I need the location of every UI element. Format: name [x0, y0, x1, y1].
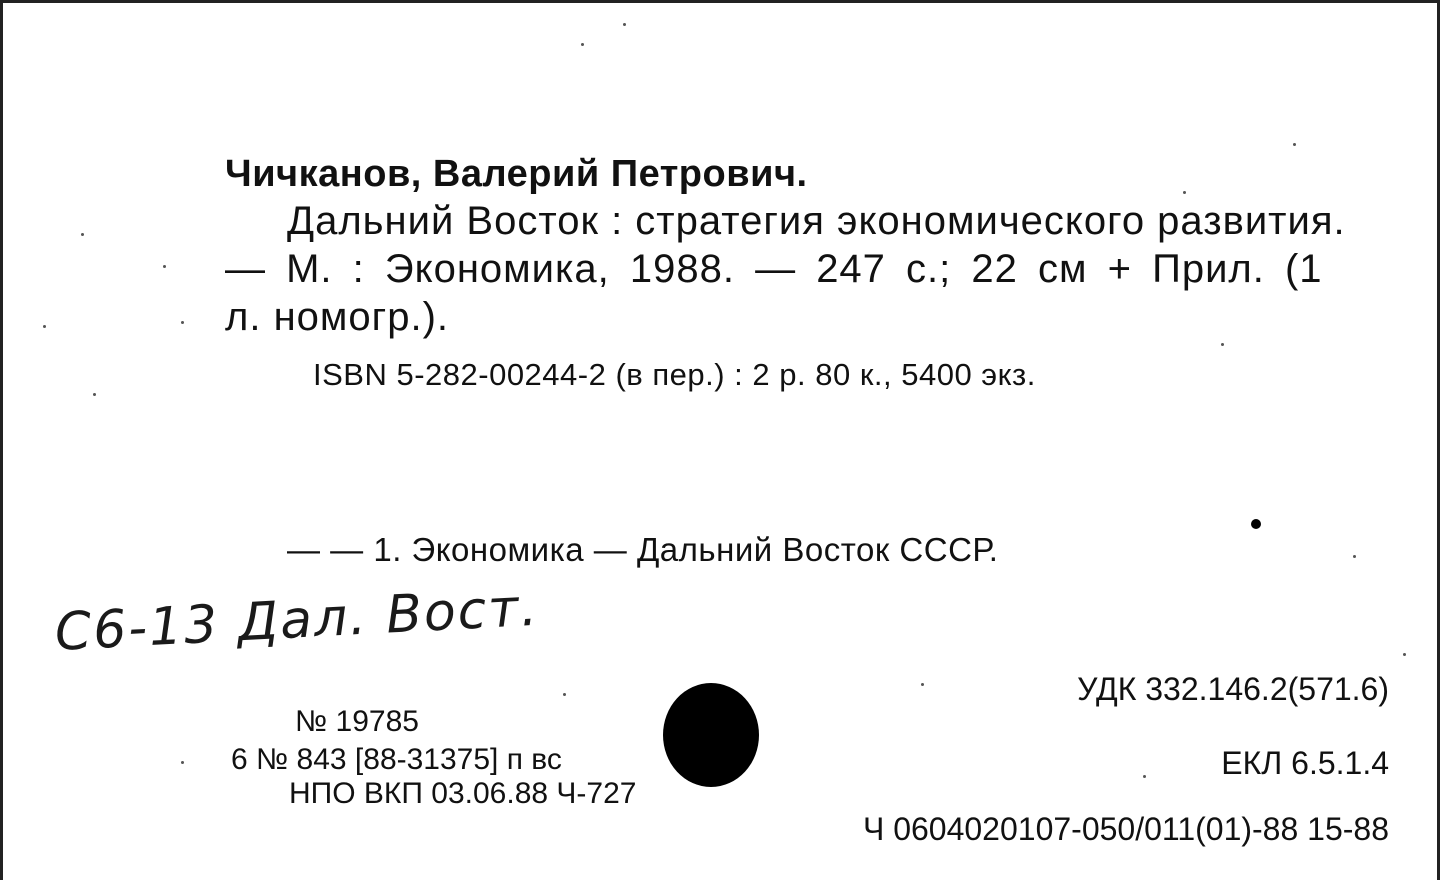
- speck: [163, 265, 166, 268]
- speck: [1293, 143, 1296, 146]
- record-number: № 19785: [295, 705, 419, 738]
- speck: [623, 23, 626, 26]
- handwritten-shelfmark: С6-13 Дал. Вост.: [53, 577, 541, 663]
- speck: [81, 233, 84, 236]
- speck: [1143, 775, 1146, 778]
- subject-heading: — — 1. Экономика — Дальний Восток СССР.: [287, 531, 999, 568]
- title-line-3: л. номогр.).: [225, 295, 450, 339]
- punch-hole-icon: [663, 683, 759, 787]
- ekl-code: ЕКЛ 6.5.1.4: [1221, 745, 1389, 781]
- speck: [1221, 343, 1224, 346]
- ink-dot: [1251, 519, 1261, 529]
- order-number-line: 6 № 843 [88-31375] п вс: [231, 743, 562, 776]
- speck: [1353, 555, 1356, 558]
- speck: [1403, 653, 1406, 656]
- speck: [581, 43, 584, 46]
- title-line-2: — М. : Экономика, 1988. — 247 с.; 22 см + Прил. (1: [225, 247, 1323, 291]
- speck: [93, 393, 96, 396]
- speck: [181, 321, 184, 324]
- isbn-price-line: ISBN 5-282-00244-2 (в пер.) : 2 р. 80 к., 5400 экз.: [313, 357, 1036, 392]
- speck: [921, 683, 924, 686]
- printer-line: НПО ВКП 03.06.88 Ч-727: [289, 777, 637, 810]
- speck: [43, 325, 46, 328]
- speck: [563, 693, 566, 696]
- classification-code: Ч 0604020107-050/011(01)-88 15-88: [862, 811, 1389, 847]
- udk-code: УДК 332.146.2(571.6): [1077, 671, 1389, 707]
- title-line-1: Дальний Восток : стратегия экономического развития.: [287, 199, 1346, 243]
- speck: [1183, 191, 1186, 194]
- speck: [181, 761, 184, 764]
- author-heading: Чичканов, Валерий Петрович.: [225, 153, 808, 195]
